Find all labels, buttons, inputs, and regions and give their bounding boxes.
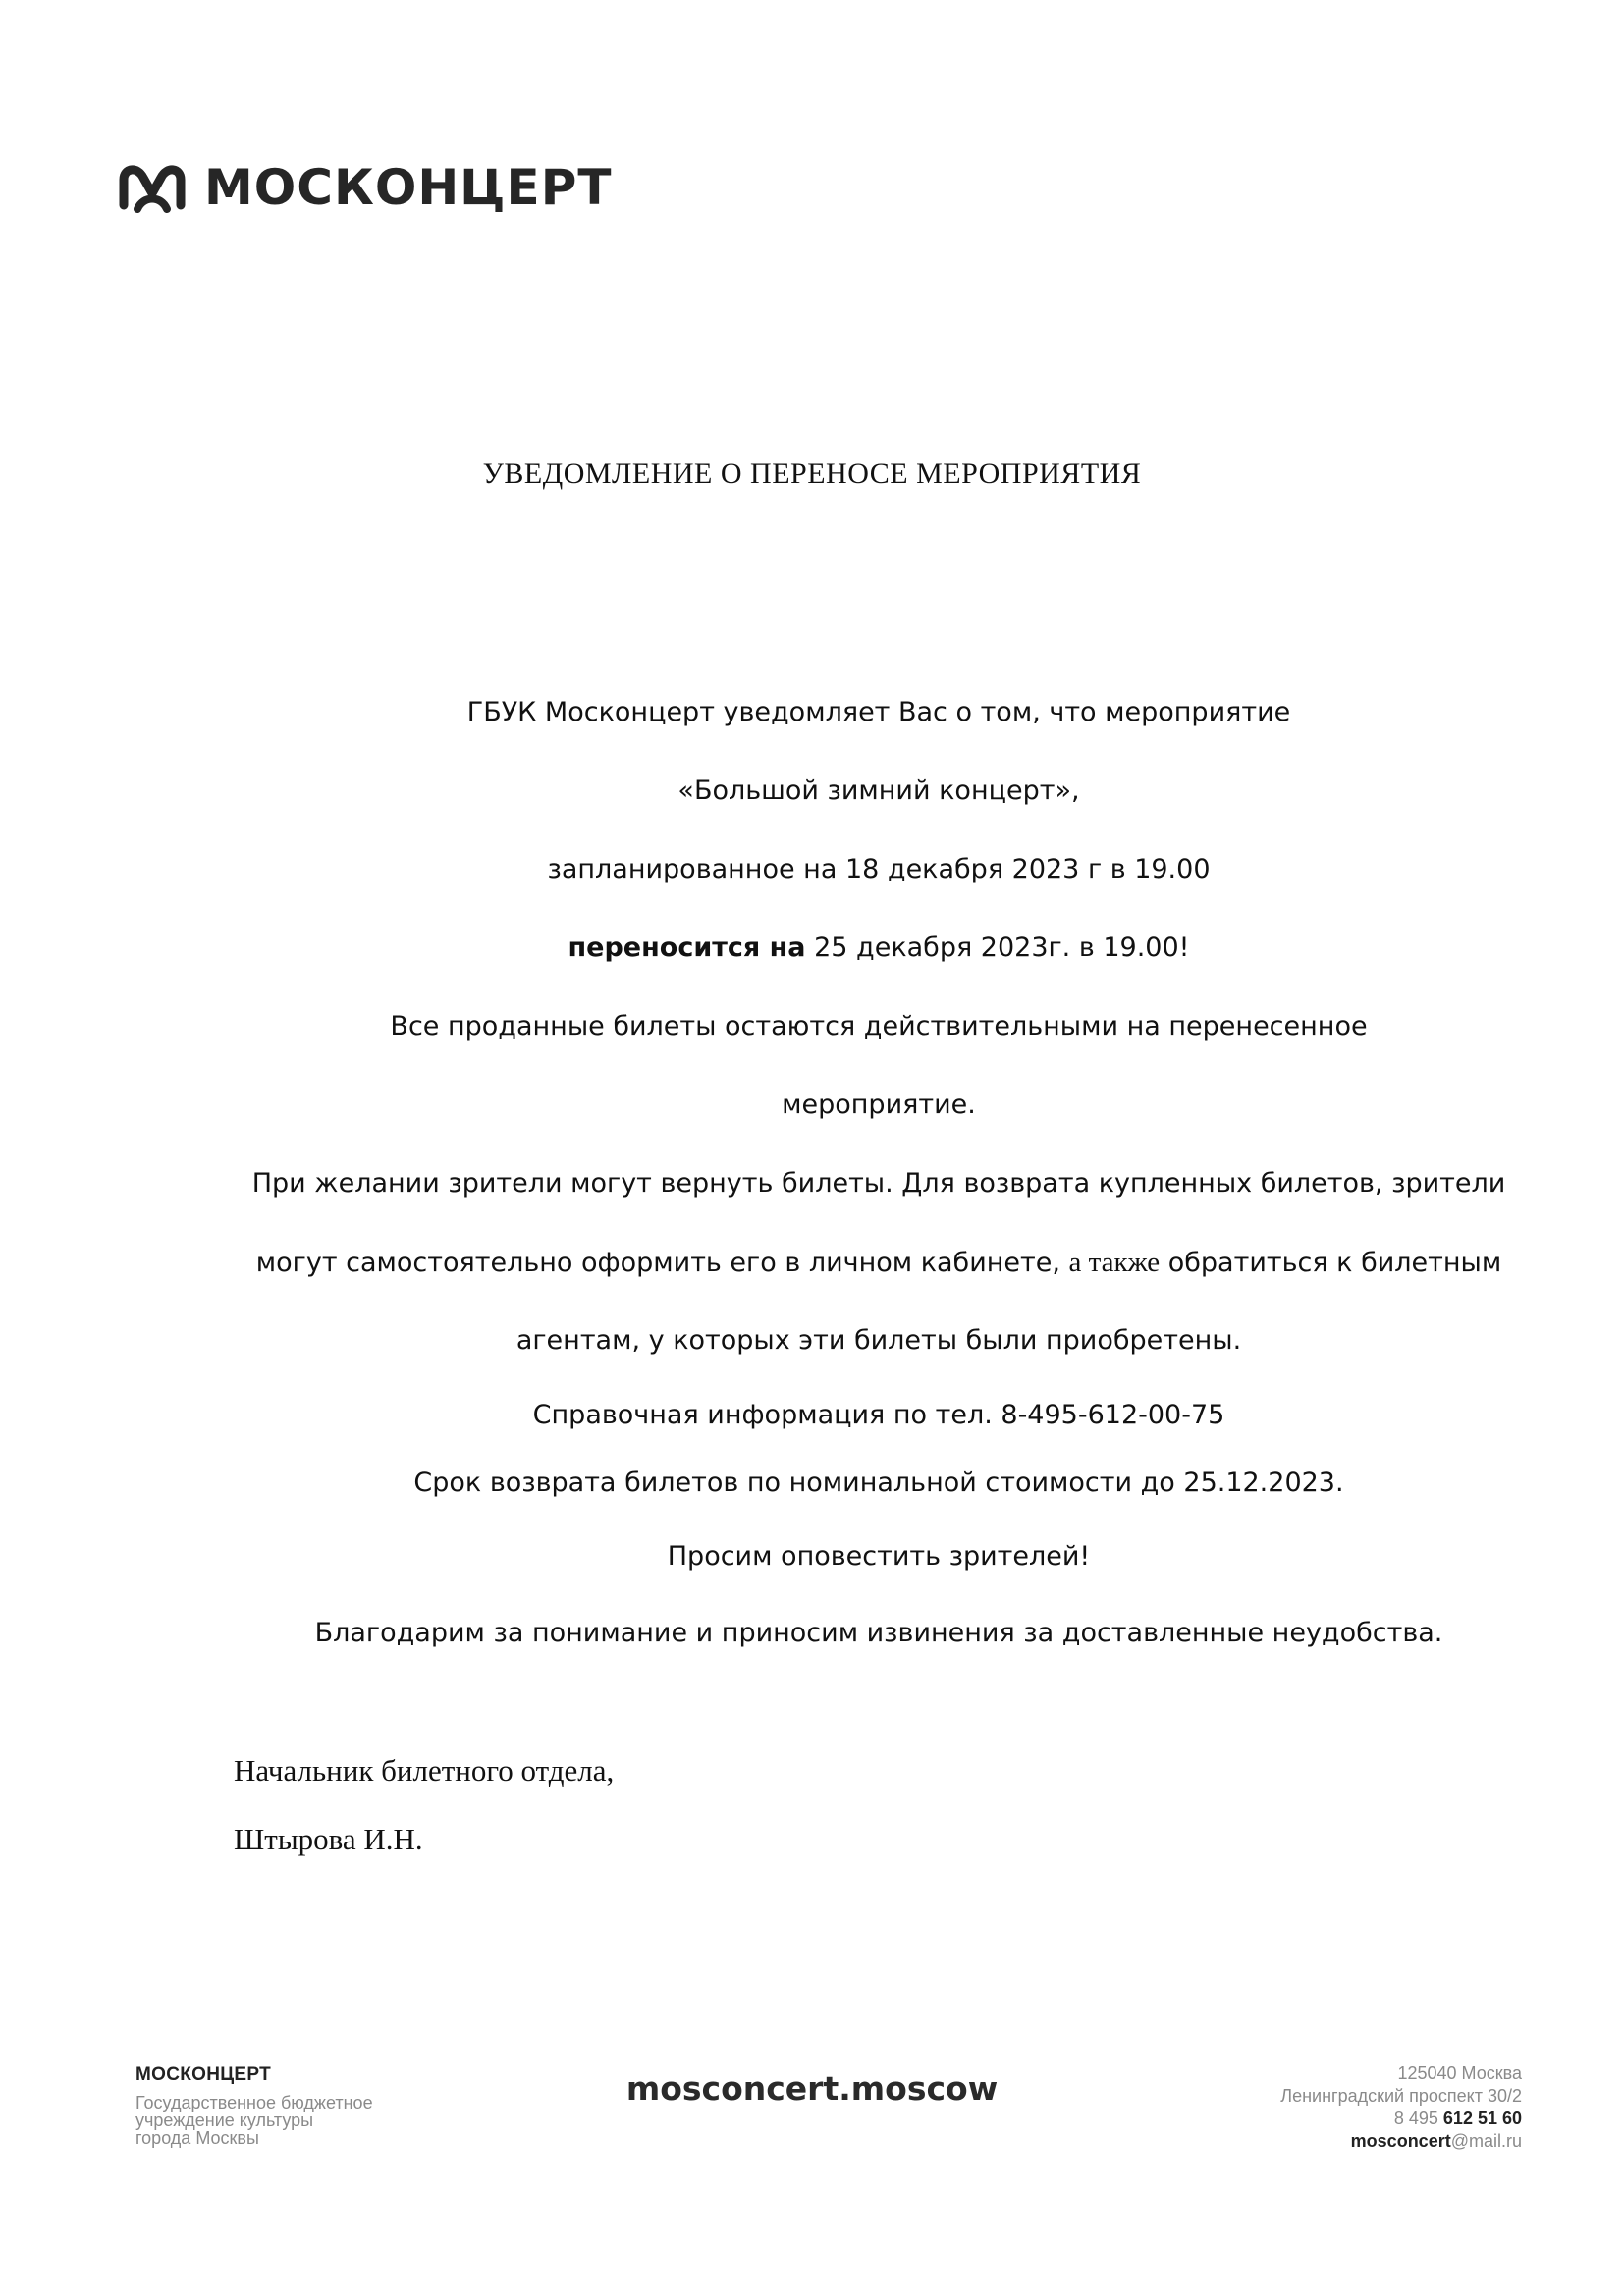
body-line-8-part-c: обратиться к билетным: [1160, 1248, 1502, 1278]
body-line-9: агентам, у которых эти билеты были приобретены.: [515, 1325, 1242, 1356]
refund-deadline-line: Срок возврата билетов по номинальной стоимости до 25.12.2023.: [413, 1468, 1344, 1498]
footer-desc-line: учреждение культуры: [135, 2110, 314, 2130]
apology-line: Благодарим за понимание и приносим извинения за доставленные неудобства.: [314, 1618, 1443, 1648]
footer-phone: [1280, 2108, 1522, 2130]
mosconcert-logo-icon: [116, 160, 189, 215]
footer-phone-number: 612 51 60: [1437, 2109, 1522, 2128]
body-line-1: ГБУК Москонцерт уведомляет Вас о том, что мероприятие: [466, 697, 1291, 727]
footer-desc-line: города Москвы: [135, 2128, 259, 2148]
signature-name: Штырова И.Н.: [234, 1822, 423, 1856]
body-line-8-part-b: а также: [1068, 1247, 1161, 1278]
body-line-8-part-a: могут самостоятельно оформить его в личном кабинете,: [255, 1248, 1069, 1278]
footer-desc-line: Государственное бюджетное: [135, 2093, 373, 2112]
footer-website-link[interactable]: mosconcert.moscow: [625, 2069, 999, 2108]
footer-email-user: mosconcert: [1350, 2131, 1451, 2151]
logo-wordmark: МОСКОНЦЕРТ: [204, 159, 613, 216]
footer-address-city: 125040 Москва: [1397, 2063, 1522, 2083]
new-date-text: 25 декабря 2023г. в 19.00!: [805, 933, 1190, 963]
body-line-7: При желании зрители могут вернуть билеты. Для возврата купленных билетов, зрители: [251, 1168, 1506, 1199]
footer-email-link[interactable]: [1280, 2130, 1522, 2153]
body-line-2: «Большой зимний концерт»,: [677, 775, 1080, 806]
info-phone-line: Справочная информация по тел. 8-495-612-00-75: [532, 1400, 1225, 1430]
footer-email-domain: @mail.ru: [1450, 2131, 1522, 2151]
body-line-3: запланированное на 18 декабря 2023 г в 19.00: [547, 854, 1211, 884]
postponed-to-label: переносится на: [568, 933, 806, 963]
footer-phone-prefix: 8 495: [1393, 2109, 1438, 2128]
body-line-8: [157, 1247, 1600, 1279]
footer-org-name: МОСКОНЦЕРТ: [135, 2064, 272, 2085]
footer-contacts: [1280, 2062, 1522, 2153]
mosconcert-logo: [116, 155, 612, 220]
body-line-4: [157, 933, 1600, 963]
signature-position: Начальник билетного отдела,: [234, 1753, 615, 1788]
footer-address-street: Ленинградский проспект 30/2: [1280, 2086, 1522, 2106]
body-line-5: Все проданные билеты остаются действительными на перенесенное: [390, 1011, 1368, 1041]
notify-viewers-line: Просим оповестить зрителей!: [667, 1541, 1091, 1572]
document-title: УВЕДОМЛЕНИЕ О ПЕРЕНОСЕ МЕРОПРИЯТИЯ: [482, 457, 1142, 490]
body-line-6: мероприятие.: [782, 1090, 976, 1120]
